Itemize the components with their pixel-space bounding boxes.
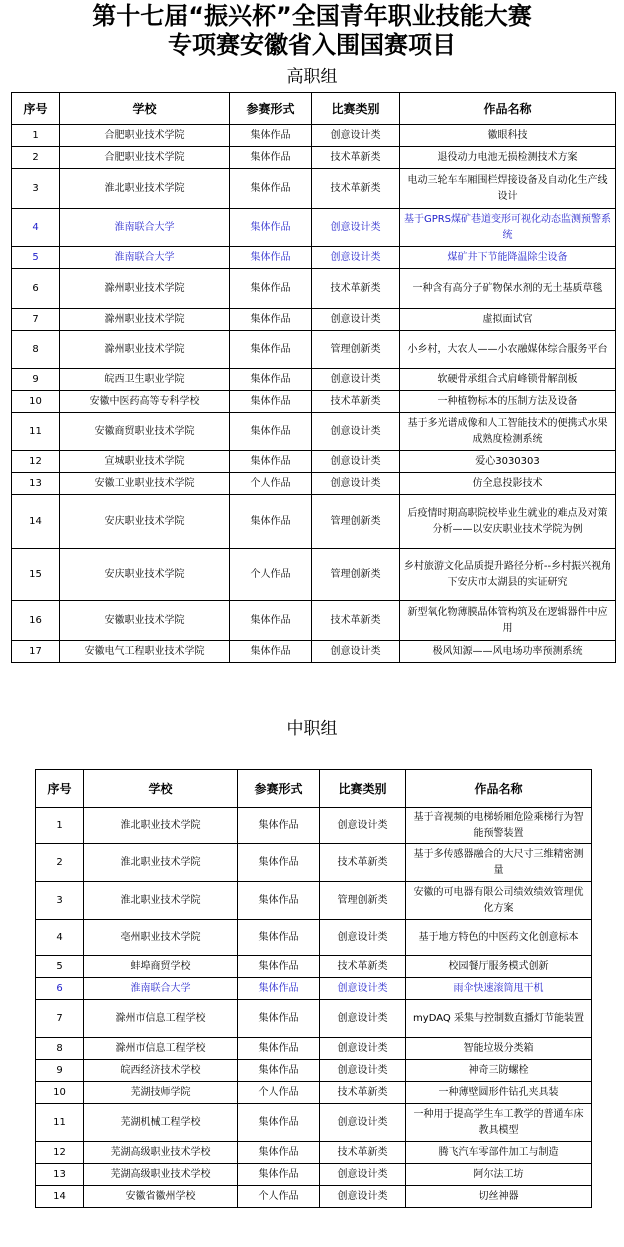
cell-form: 集体作品 [238,1000,320,1038]
header-category: 比赛类别 [320,770,406,808]
cell-no: 10 [12,391,60,413]
cell-category: 创意设计类 [320,1060,406,1082]
cell-school: 滁州市信息工程学校 [84,1000,238,1038]
cell-category: 技术革新类 [312,269,400,309]
cell-school: 合肥职业技术学院 [60,125,230,147]
cell-no: 8 [36,1038,84,1060]
header-work: 作品名称 [406,770,592,808]
cell-school: 淮南联合大学 [60,247,230,269]
cell-category: 技术革新类 [320,956,406,978]
cell-no: 13 [36,1164,84,1186]
cell-category: 创意设计类 [312,451,400,473]
cell-school: 滁州职业技术学院 [60,331,230,369]
cell-form: 集体作品 [230,247,312,269]
cell-form: 集体作品 [238,920,320,956]
table-row [12,369,616,391]
cell-no: 3 [36,882,84,920]
cell-form: 集体作品 [238,808,320,844]
cell-category: 创意设计类 [312,309,400,331]
cell-form: 集体作品 [238,844,320,882]
cell-work: 基于GPRS煤矿巷道变形可视化动态监测预警系统 [400,209,616,247]
cell-work: 基于音视频的电梯轿厢危险乘梯行为智能预警装置 [406,808,592,844]
cell-work: 极风知源——风电场功率预测系统 [400,641,616,663]
table-row [12,391,616,413]
table-row [36,1060,592,1082]
cell-no: 16 [12,601,60,641]
cell-school: 安庆职业技术学院 [60,549,230,601]
cell-form: 集体作品 [238,956,320,978]
zhongzhi-table [35,769,592,1208]
cell-form: 集体作品 [238,978,320,1000]
header-category: 比赛类别 [312,93,400,125]
cell-form: 个人作品 [238,1082,320,1104]
zhongzhi-group-label: 中职组 [286,719,338,739]
table-row [36,1186,592,1208]
header-form: 参赛形式 [238,770,320,808]
cell-school: 安徽商贸职业技术学院 [60,413,230,451]
cell-form: 集体作品 [238,1038,320,1060]
cell-form: 个人作品 [238,1186,320,1208]
table-row [12,269,616,309]
cell-school: 淮北职业技术学院 [60,169,230,209]
cell-work: 虚拟面试官 [400,309,616,331]
table-row [12,247,616,269]
cell-work: 一种薄壁圆形件钻孔夹具装 [406,1082,592,1104]
cell-category: 创意设计类 [312,473,400,495]
cell-form: 集体作品 [230,601,312,641]
header-school: 学校 [84,770,238,808]
cell-school: 皖西卫生职业学院 [60,369,230,391]
cell-school: 淮南联合大学 [84,978,238,1000]
cell-school: 滁州职业技术学院 [60,269,230,309]
cell-form: 集体作品 [230,391,312,413]
cell-work: 煤矿井下节能降温除尘设备 [400,247,616,269]
cell-category: 创意设计类 [320,1186,406,1208]
cell-category: 创意设计类 [320,1000,406,1038]
page-title-line-1: 第十七届“振兴杯”全国青年职业技能大赛 [92,2,532,30]
cell-work: 一种植物标本的压制方法及设备 [400,391,616,413]
cell-no: 9 [12,369,60,391]
cell-work: 神奇三防螺栓 [406,1060,592,1082]
cell-category: 技术革新类 [320,1142,406,1164]
cell-no: 10 [36,1082,84,1104]
cell-school: 安徽工业职业技术学院 [60,473,230,495]
cell-form: 集体作品 [238,882,320,920]
cell-school: 合肥职业技术学院 [60,147,230,169]
table-row [36,1082,592,1104]
cell-work: 一种含有高分子矿物保水剂的无土基质草毯 [400,269,616,309]
cell-school: 蚌埠商贸学校 [84,956,238,978]
cell-form: 集体作品 [230,309,312,331]
cell-school: 安徽中医药高等专科学校 [60,391,230,413]
cell-work: 智能垃圾分类箱 [406,1038,592,1060]
table-row [36,808,592,844]
cell-category: 技术革新类 [320,1082,406,1104]
header-form: 参赛形式 [230,93,312,125]
cell-school: 芜湖机械工程学校 [84,1104,238,1142]
cell-no: 1 [36,808,84,844]
header-work: 作品名称 [400,93,616,125]
cell-work: 雨伞快速滚筒甩干机 [406,978,592,1000]
cell-no: 5 [12,247,60,269]
cell-form: 集体作品 [230,451,312,473]
cell-work: 校园餐厅服务模式创新 [406,956,592,978]
cell-form: 个人作品 [230,473,312,495]
cell-work: 阿尔法工坊 [406,1164,592,1186]
cell-no: 3 [12,169,60,209]
table-row [12,451,616,473]
cell-work: 腾飞汽车零部件加工与制造 [406,1142,592,1164]
cell-no: 11 [36,1104,84,1142]
cell-work: 后疫情时期高职院校毕业生就业的难点及对策分析——以安庆职业技术学院为例 [400,495,616,549]
cell-form: 集体作品 [230,495,312,549]
cell-form: 个人作品 [230,549,312,601]
table-row [12,601,616,641]
table-row [12,309,616,331]
cell-no: 2 [36,844,84,882]
cell-work: 基于多光谱成像和人工智能技术的便携式水果成熟度检测系统 [400,413,616,451]
page-title-line-2: 专项赛安徽省入围国赛项目 [168,31,456,59]
table-row [12,169,616,209]
cell-form: 集体作品 [238,1164,320,1186]
cell-category: 创意设计类 [312,247,400,269]
cell-category: 创意设计类 [312,369,400,391]
cell-no: 5 [36,956,84,978]
cell-no: 4 [12,209,60,247]
cell-category: 技术革新类 [312,147,400,169]
table-row [36,920,592,956]
cell-school: 淮北职业技术学院 [84,808,238,844]
table-row [12,125,616,147]
cell-work: 安徽的可电器有限公司绩效绩效管理优化方案 [406,882,592,920]
cell-category: 技术革新类 [312,391,400,413]
table-row [36,1000,592,1038]
cell-category: 技术革新类 [312,601,400,641]
cell-form: 集体作品 [230,147,312,169]
gaozhi-table [11,92,616,663]
cell-no: 7 [36,1000,84,1038]
header-no: 序号 [12,93,60,125]
cell-category: 管理创新类 [312,495,400,549]
table-row [12,549,616,601]
cell-work: 退役动力电池无损检测技术方案 [400,147,616,169]
cell-school: 滁州职业技术学院 [60,309,230,331]
cell-form: 集体作品 [230,331,312,369]
cell-category: 技术革新类 [312,169,400,209]
cell-form: 集体作品 [230,269,312,309]
table-row [36,956,592,978]
cell-no: 1 [12,125,60,147]
cell-work: 软硬骨承组合式肩峰锁骨解剖板 [400,369,616,391]
cell-work: 切丝神器 [406,1186,592,1208]
cell-category: 创意设计类 [312,125,400,147]
cell-no: 6 [12,269,60,309]
cell-school: 芜湖技师学院 [84,1082,238,1104]
cell-school: 安徽职业技术学院 [60,601,230,641]
cell-category: 创意设计类 [320,1104,406,1142]
cell-category: 创意设计类 [320,920,406,956]
table-header-row [36,770,592,808]
cell-form: 集体作品 [238,1060,320,1082]
cell-no: 9 [36,1060,84,1082]
table-row [36,1142,592,1164]
cell-category: 管理创新类 [312,331,400,369]
cell-form: 集体作品 [230,209,312,247]
table-row [12,473,616,495]
gaozhi-group-label: 高职组 [286,67,338,87]
cell-work: 基于地方特色的中医药文化创意标本 [406,920,592,956]
cell-work: 基于多传感器融合的大尺寸三维精密测量 [406,844,592,882]
cell-work: 电动三轮车车厢围栏焊接设备及自动化生产线设计 [400,169,616,209]
cell-form: 集体作品 [238,1104,320,1142]
table-row [12,413,616,451]
cell-school: 宣城职业技术学院 [60,451,230,473]
cell-form: 集体作品 [238,1142,320,1164]
cell-school: 安庆职业技术学院 [60,495,230,549]
cell-work: 爱心3030303 [400,451,616,473]
cell-no: 6 [36,978,84,1000]
cell-work: 小乡村，大农人——小农融媒体综合服务平台 [400,331,616,369]
cell-work: myDAQ 采集与控制数直播灯节能装置 [406,1000,592,1038]
cell-category: 创意设计类 [312,413,400,451]
cell-school: 滁州市信息工程学校 [84,1038,238,1060]
cell-form: 集体作品 [230,169,312,209]
cell-school: 淮北职业技术学院 [84,844,238,882]
cell-school: 安徽省徽州学校 [84,1186,238,1208]
cell-category: 创意设计类 [320,978,406,1000]
cell-no: 12 [36,1142,84,1164]
table-row [12,331,616,369]
cell-category: 创意设计类 [312,641,400,663]
cell-school: 安徽电气工程职业技术学院 [60,641,230,663]
cell-no: 2 [12,147,60,169]
cell-no: 14 [36,1186,84,1208]
table-row [36,1104,592,1142]
table-row [36,882,592,920]
cell-form: 集体作品 [230,413,312,451]
table-row [12,641,616,663]
cell-no: 7 [12,309,60,331]
cell-work: 新型氧化物薄膜晶体管构筑及在逻辑器件中应用 [400,601,616,641]
cell-category: 管理创新类 [312,549,400,601]
cell-category: 创意设计类 [320,808,406,844]
cell-category: 创意设计类 [320,1038,406,1060]
cell-no: 12 [12,451,60,473]
table-row [36,1038,592,1060]
cell-no: 4 [36,920,84,956]
cell-school: 芜湖高级职业技术学校 [84,1164,238,1186]
cell-no: 13 [12,473,60,495]
cell-school: 淮北职业技术学院 [84,882,238,920]
cell-school: 淮南联合大学 [60,209,230,247]
cell-no: 14 [12,495,60,549]
table-row [36,844,592,882]
header-no: 序号 [36,770,84,808]
table-header-row [12,93,616,125]
header-school: 学校 [60,93,230,125]
table-row [36,1164,592,1186]
cell-form: 集体作品 [230,369,312,391]
cell-no: 8 [12,331,60,369]
cell-school: 亳州职业技术学院 [84,920,238,956]
table-row [12,147,616,169]
cell-school: 皖西经济技术学校 [84,1060,238,1082]
cell-category: 技术革新类 [320,844,406,882]
cell-work: 仿全息投影技术 [400,473,616,495]
cell-work: 一种用于提高学生车工教学的普通车床教具模型 [406,1104,592,1142]
cell-no: 11 [12,413,60,451]
table-row [36,978,592,1000]
cell-work: 乡村旅游文化品质提升路径分析--乡村振兴视角下安庆市太湖县的实证研究 [400,549,616,601]
cell-form: 集体作品 [230,641,312,663]
cell-category: 创意设计类 [312,209,400,247]
cell-category: 创意设计类 [320,1164,406,1186]
table-row [12,495,616,549]
cell-category: 管理创新类 [320,882,406,920]
cell-school: 芜湖高级职业技术学校 [84,1142,238,1164]
cell-no: 15 [12,549,60,601]
table-row [12,209,616,247]
cell-form: 集体作品 [230,125,312,147]
cell-no: 17 [12,641,60,663]
cell-work: 徽眼科技 [400,125,616,147]
